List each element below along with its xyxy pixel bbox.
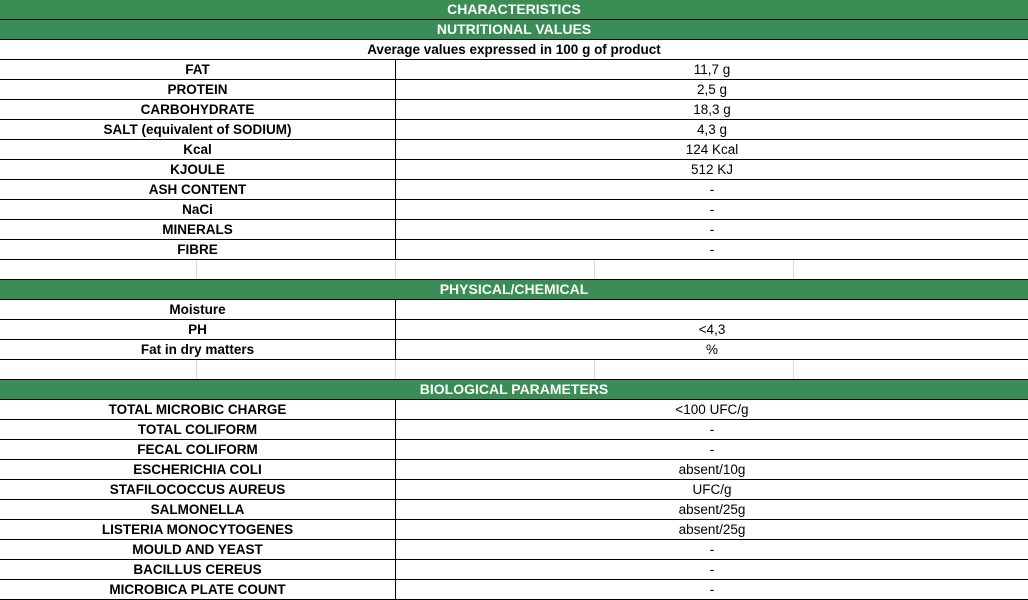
- physical-chemical-table: [0, 300, 1028, 360]
- row-value: 18,3 g: [693, 102, 731, 117]
- row-value: 11,7 g: [693, 62, 731, 77]
- biological-parameters-header: BIOLOGICAL PARAMETERS: [0, 380, 1028, 400]
- table-row: [0, 200, 1028, 220]
- table-row: [0, 420, 1028, 440]
- row-label: PROTEIN: [0, 80, 396, 99]
- row-label: LISTERIA MONOCYTOGENES: [0, 520, 396, 539]
- row-label: CARBOHYDRATE: [0, 100, 396, 119]
- row-label: PH: [0, 320, 396, 339]
- row-value: absent/25g: [678, 522, 746, 537]
- row-value: 2,5 g: [696, 82, 728, 97]
- row-value: absent/10g: [678, 462, 746, 477]
- row-value: -: [709, 242, 715, 257]
- nutritional-values-header: NUTRITIONAL VALUES: [0, 20, 1028, 40]
- average-values-note: Average values expressed in 100 g of product: [0, 40, 1028, 60]
- row-label: TOTAL COLIFORM: [0, 420, 396, 439]
- table-row: [0, 140, 1028, 160]
- row-value: 512 KJ: [690, 162, 734, 177]
- row-value: 124 Kcal: [685, 142, 739, 157]
- row-value: <4,3: [698, 322, 726, 337]
- row-label: MINERALS: [0, 220, 396, 239]
- row-label: ASH CONTENT: [0, 180, 396, 199]
- row-label: MOULD AND YEAST: [0, 540, 396, 559]
- row-value: -: [709, 422, 715, 437]
- table-row: [0, 440, 1028, 460]
- row-value: -: [709, 562, 715, 577]
- row-label: BACILLUS CEREUS: [0, 560, 396, 579]
- row-label: Kcal: [0, 140, 396, 159]
- table-row: [0, 580, 1028, 600]
- table-row: [0, 180, 1028, 200]
- row-label: SALT (equivalent of SODIUM): [0, 120, 396, 139]
- table-row: [0, 240, 1028, 260]
- row-label: SALMONELLA: [0, 500, 396, 519]
- blank-row: [0, 260, 1028, 280]
- row-label: Moisture: [0, 300, 396, 319]
- table-row: [0, 100, 1028, 120]
- row-label: KJOULE: [0, 160, 396, 179]
- table-row: [0, 120, 1028, 140]
- row-label: Fat in dry matters: [0, 340, 396, 359]
- row-value: absent/25g: [678, 502, 746, 517]
- row-value: <100 UFC/g: [675, 402, 749, 417]
- row-value: %: [705, 342, 718, 357]
- table-row: [0, 320, 1028, 340]
- table-row: [0, 400, 1028, 420]
- table-row: [0, 520, 1028, 540]
- table-row: [0, 340, 1028, 360]
- row-label: STAFILOCOCCUS AUREUS: [0, 480, 396, 499]
- characteristics-header: CHARACTERISTICS: [0, 0, 1028, 20]
- row-value: -: [709, 182, 715, 197]
- row-label: FIBRE: [0, 240, 396, 259]
- blank-row: [0, 360, 1028, 380]
- table-row: [0, 160, 1028, 180]
- row-value: -: [709, 202, 715, 217]
- row-label: ESCHERICHIA COLI: [0, 460, 396, 479]
- table-row: [0, 60, 1028, 80]
- table-row: [0, 300, 1028, 320]
- row-value: UFC/g: [692, 482, 732, 497]
- table-row: [0, 540, 1028, 560]
- row-value: [396, 300, 1028, 319]
- table-row: [0, 80, 1028, 100]
- row-value: -: [709, 222, 715, 237]
- table-row: [0, 460, 1028, 480]
- row-value: 4,3 g: [696, 122, 728, 137]
- row-label: FECAL COLIFORM: [0, 440, 396, 459]
- row-label: TOTAL MICROBIC CHARGE: [0, 400, 396, 419]
- biological-parameters-table: [0, 400, 1028, 600]
- table-row: [0, 560, 1028, 580]
- table-row: [0, 480, 1028, 500]
- row-label: FAT: [0, 60, 396, 79]
- table-row: [0, 220, 1028, 240]
- row-value: -: [709, 442, 715, 457]
- table-row: [0, 500, 1028, 520]
- physical-chemical-header: PHYSICAL/CHEMICAL: [0, 280, 1028, 300]
- row-label: MICROBICA PLATE COUNT: [0, 580, 396, 599]
- row-value: -: [709, 542, 715, 557]
- row-value: -: [709, 582, 715, 597]
- nutritional-table: [0, 60, 1028, 260]
- row-label: NaCi: [0, 200, 396, 219]
